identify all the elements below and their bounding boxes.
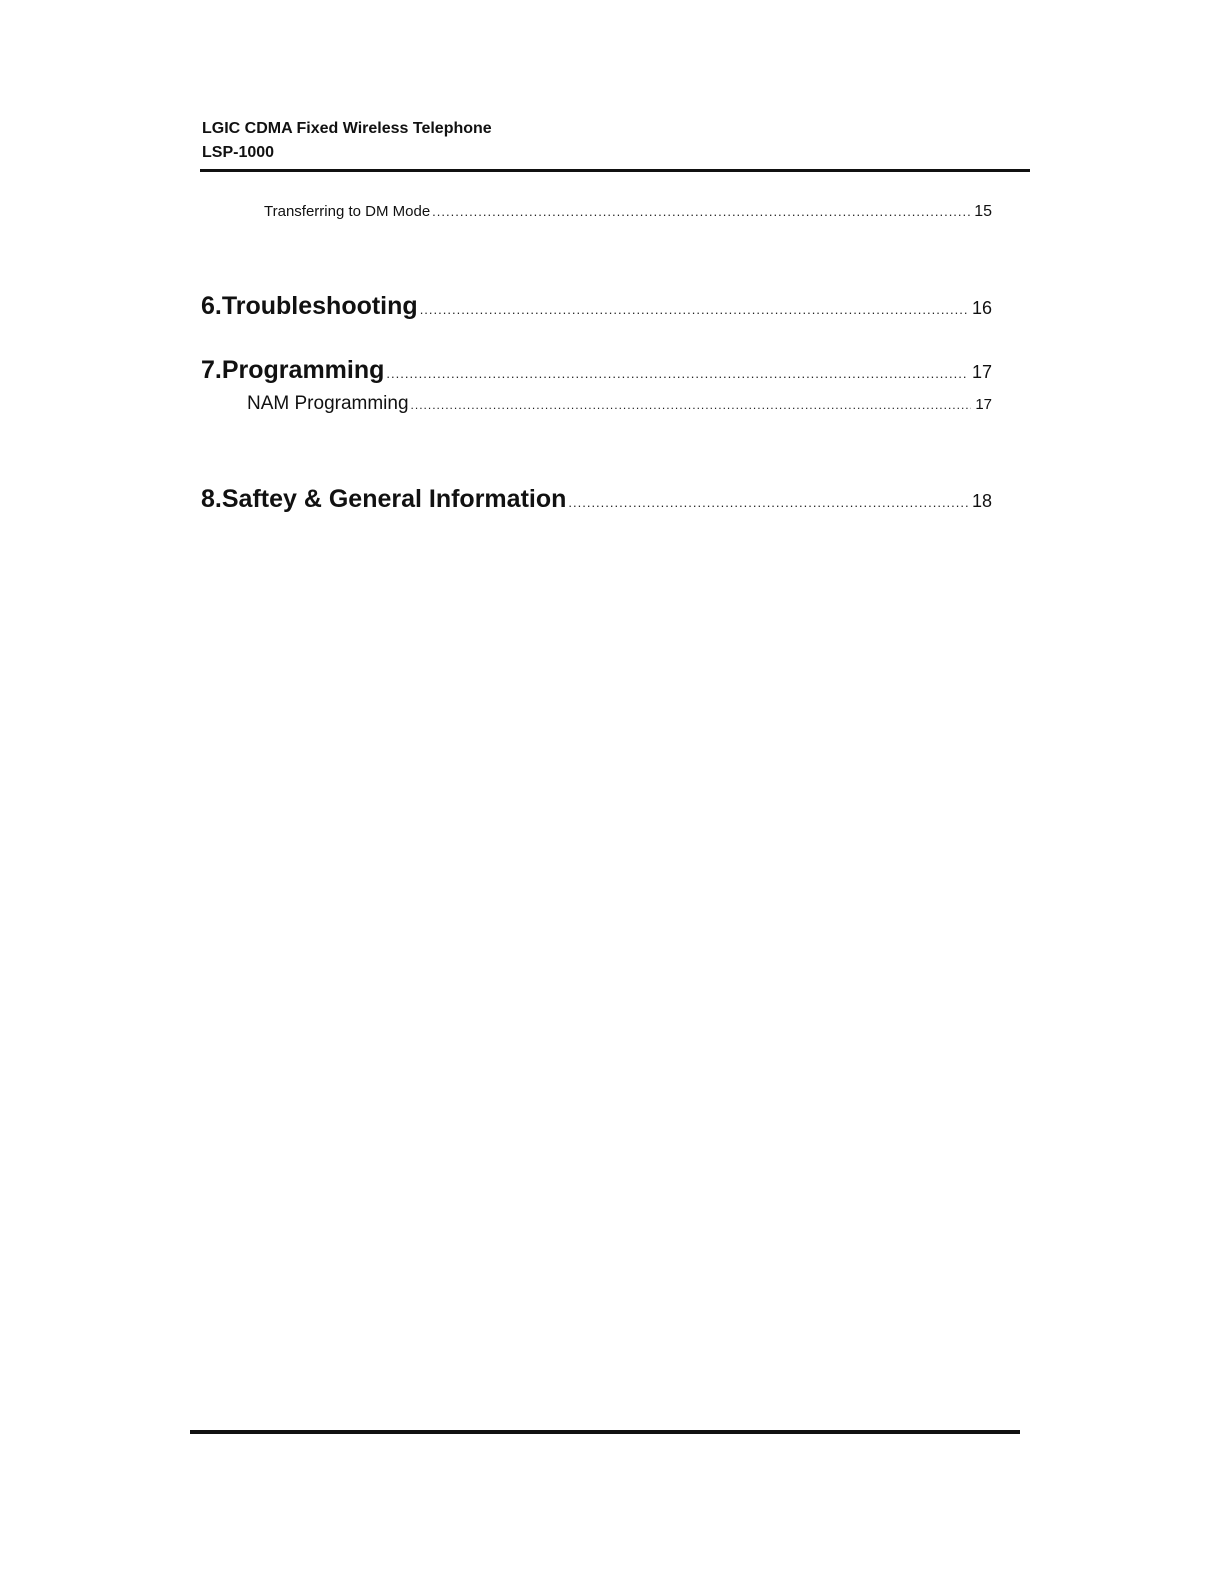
toc-chapter-label: Saftey & General Information [221,485,567,513]
toc-entry-label: NAM Programming [247,393,409,414]
toc-chapter-troubleshooting [201,292,992,321]
toc-chapter-number: 8. [201,485,222,513]
toc-page-number: 16 [971,298,992,318]
toc-page-number: 17 [975,396,992,413]
toc-page-number: 17 [971,362,992,382]
toc-chapter-label: Troubleshooting [221,292,418,320]
document-title: LGIC CDMA Fixed Wireless Telephone [202,120,492,137]
toc-page-number: 15 [974,203,992,220]
toc-chapter-safety-general-information [201,485,992,514]
toc-page-number: 18 [971,491,992,511]
toc-leader-dots [568,495,968,510]
toc-chapter-label: Programming [221,356,385,384]
toc-entry-label: Transferring to DM Mode [264,203,431,220]
footer-divider [190,1430,1020,1434]
toc-chapter-number: 7. [201,356,222,384]
toc-entry-transferring-dm-mode [264,203,992,221]
toc-leader-dots [386,366,968,381]
toc-chapter-programming [201,356,992,385]
model-number: LSP-1000 [202,144,275,161]
toc-chapter-number: 6. [201,292,222,320]
header-divider [200,169,1030,172]
page-header [202,117,1032,165]
toc-leader-dots [420,302,968,317]
toc-leader-dots [432,204,970,219]
toc-leader-dots [411,398,972,412]
toc-entry-nam-programming [247,393,992,415]
